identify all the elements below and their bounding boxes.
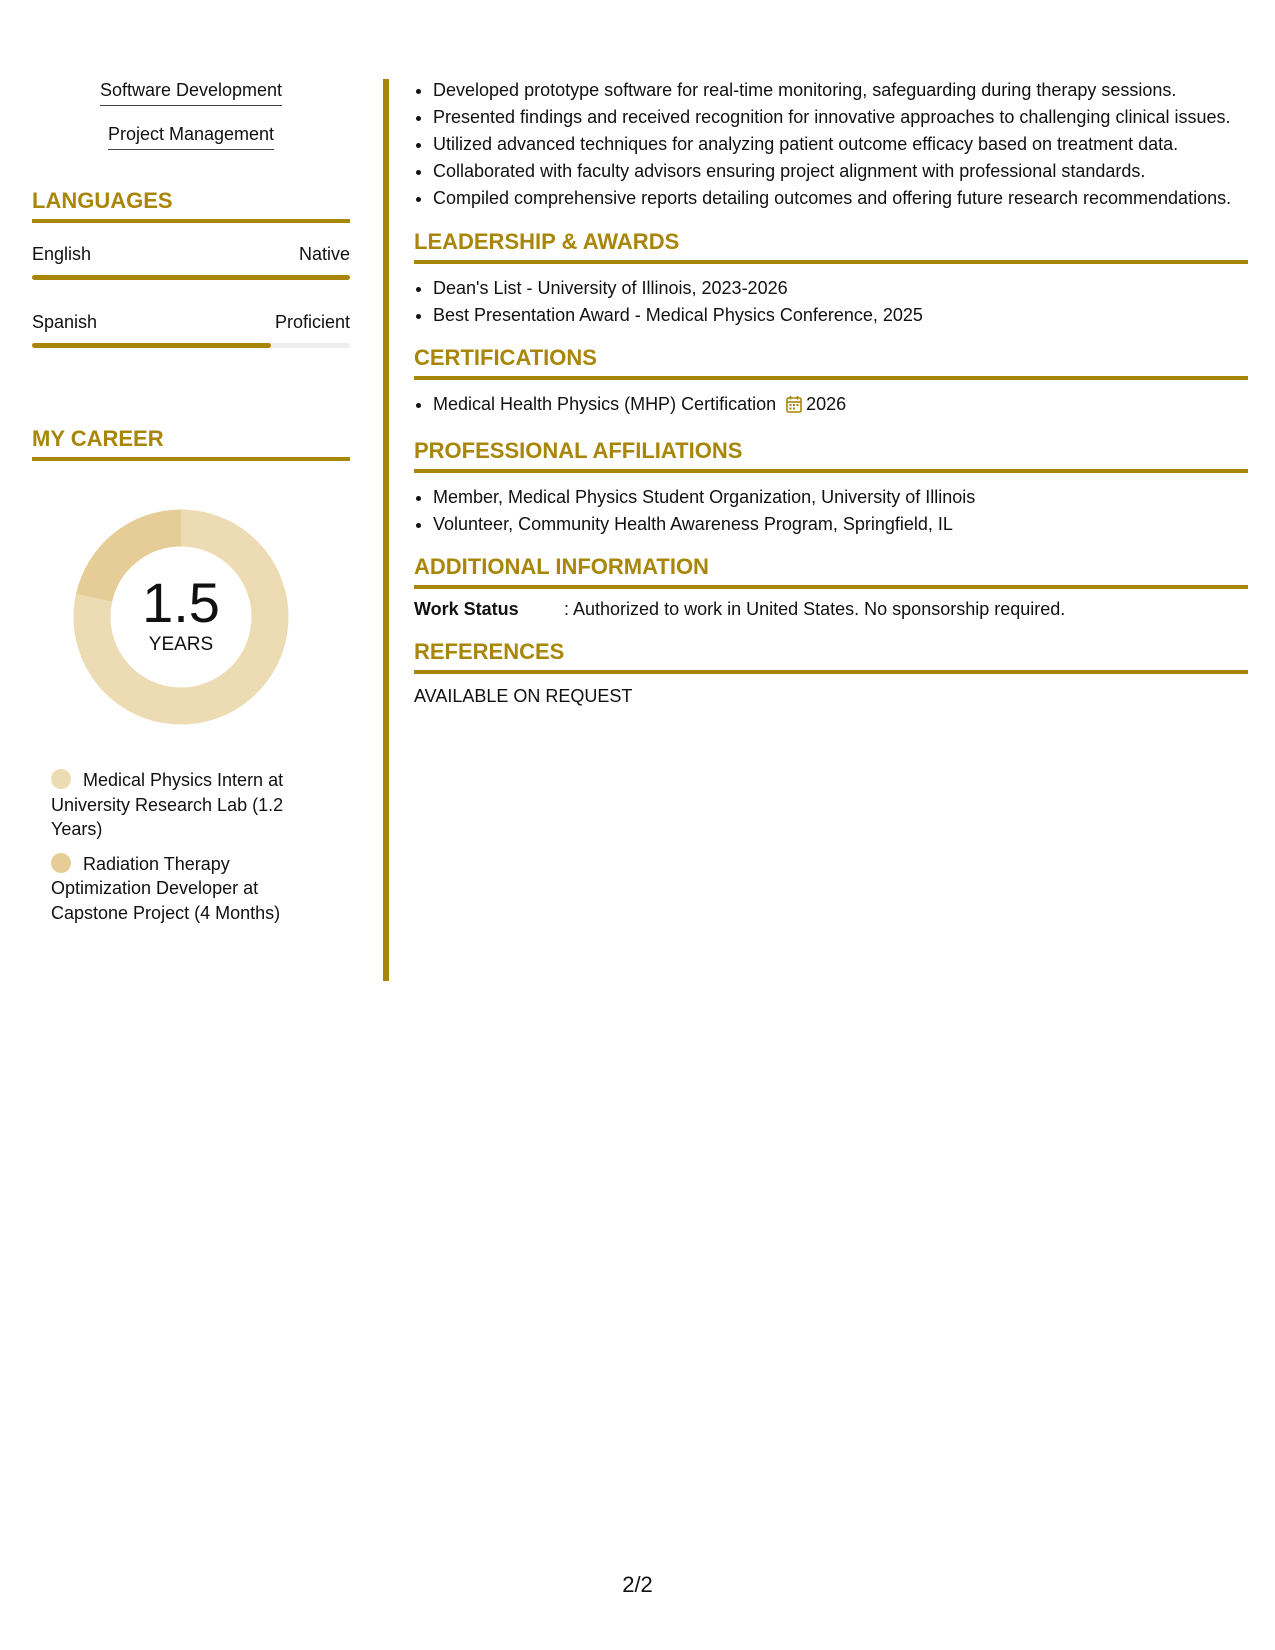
affiliations-section xyxy=(414,438,1248,537)
career-donut-chart xyxy=(66,502,296,732)
additional-section xyxy=(414,554,1248,621)
legend-dot-icon xyxy=(51,769,71,789)
certifications-list xyxy=(414,392,1248,420)
language-level: Proficient xyxy=(274,312,350,332)
languages-section xyxy=(32,188,350,348)
career-legend-label: Radiation Therapy Optimization Developer at Capstone Project (4 Months) xyxy=(51,853,281,923)
list-item: • Presented findings and received recognition for innovative approaches to challenging clinical issues. xyxy=(433,105,1248,130)
certification-name: Medical Health Physics (MHP) Certification xyxy=(433,394,777,414)
donut-center-label xyxy=(66,571,296,656)
language-proficiency-bar xyxy=(32,343,350,348)
experience-bullets xyxy=(414,78,1248,211)
career-legend-item xyxy=(51,768,311,842)
career-total-value: 1.5 xyxy=(142,571,220,634)
language-item xyxy=(32,310,350,348)
leadership-section xyxy=(414,229,1248,328)
affiliations-title: PROFESSIONAL AFFILIATIONS xyxy=(414,438,1248,473)
info-row xyxy=(414,597,1248,621)
skill-item: Project Management xyxy=(108,122,274,150)
references-title: REFERENCES xyxy=(414,639,1248,674)
affiliations-list xyxy=(414,485,1248,537)
language-name: Spanish xyxy=(32,312,98,332)
certifications-title: CERTIFICATIONS xyxy=(414,345,1248,380)
list-item xyxy=(433,392,1248,420)
language-name: English xyxy=(32,244,92,264)
list-item: • Compiled comprehensive reports detailing outcomes and offering future research recommendations. xyxy=(433,186,1248,211)
info-label: Work Status xyxy=(414,599,519,619)
career-title: MY CAREER xyxy=(32,426,350,461)
language-proficiency-fill xyxy=(32,343,271,348)
career-legend-label: Medical Physics Intern at University Research Lab (1.2 Years) xyxy=(51,770,284,839)
main-content xyxy=(414,78,1248,708)
career-legend xyxy=(32,768,350,925)
additional-title: ADDITIONAL INFORMATION xyxy=(414,554,1248,589)
language-proficiency-fill xyxy=(32,275,350,280)
calendar-icon xyxy=(786,395,802,420)
list-item: • Member, Medical Physics Student Organization, University of Illinois xyxy=(433,485,1248,510)
language-item xyxy=(32,242,350,280)
language-proficiency-bar xyxy=(32,275,350,280)
list-item: • Dean's List - University of Illinois, 2023-2026 xyxy=(433,276,1248,301)
info-value: : Authorized to work in United States. No sponsorship required. xyxy=(564,599,1066,619)
certification-date: 2026 xyxy=(806,394,847,414)
skill-item: Software Development xyxy=(100,78,282,106)
sidebar xyxy=(32,78,350,925)
column-divider xyxy=(383,79,389,981)
page-number: 2/2 xyxy=(622,1572,653,1597)
list-item: • Developed prototype software for real-time monitoring, safeguarding during therapy sessions. xyxy=(433,78,1248,103)
list-item: • Best Presentation Award - Medical Physics Conference, 2025 xyxy=(433,303,1248,328)
career-legend-item xyxy=(51,852,311,926)
list-item: • Utilized advanced techniques for analyzing patient outcome efficacy based on treatment data. xyxy=(433,132,1248,157)
career-total-unit: YEARS xyxy=(148,634,214,655)
languages-title: LANGUAGES xyxy=(32,188,350,223)
leadership-title: LEADERSHIP & AWARDS xyxy=(414,229,1248,264)
leadership-list xyxy=(414,276,1248,328)
references-section xyxy=(414,639,1248,708)
list-item: • Volunteer, Community Health Awareness Program, Springfield, IL xyxy=(433,512,1248,537)
language-level: Native xyxy=(298,244,350,264)
references-text: AVAILABLE ON REQUEST xyxy=(414,686,633,706)
certifications-section xyxy=(414,345,1248,420)
skills-list xyxy=(32,78,350,150)
career-section xyxy=(32,426,350,925)
legend-dot-icon xyxy=(51,853,71,873)
list-item: • Collaborated with faculty advisors ensuring project alignment with professional standards. xyxy=(433,159,1248,184)
